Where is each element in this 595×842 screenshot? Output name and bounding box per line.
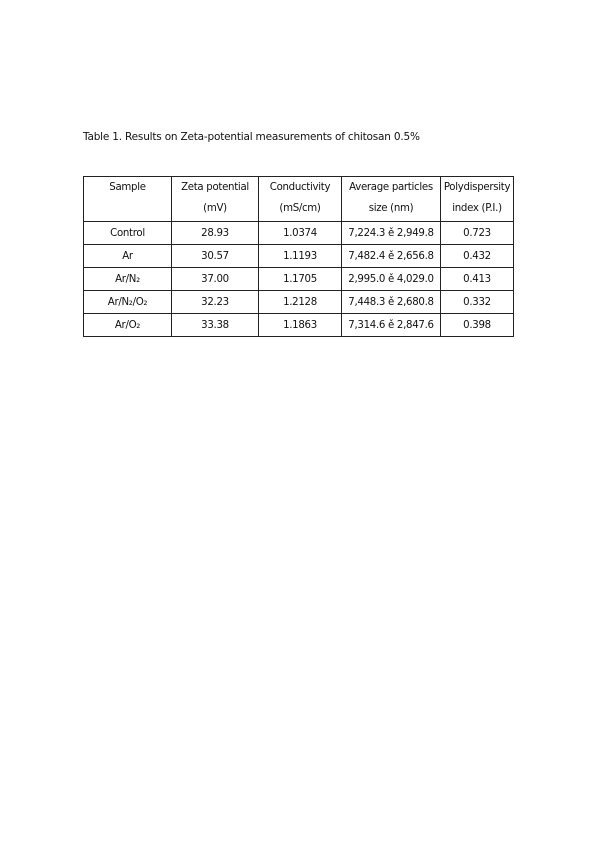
- cell-sample: Control: [84, 222, 172, 245]
- cell-size: 7,224.3 ě 2,949.8: [342, 222, 441, 245]
- cell-sample: Ar/O₂: [84, 314, 172, 337]
- cell-zeta: 28.93: [172, 222, 259, 245]
- table-caption: Table 1. Results on Zeta-potential measurements of chitosan 0.5%: [83, 131, 420, 143]
- cell-zeta: 30.57: [172, 245, 259, 268]
- cell-sample: Ar: [84, 245, 172, 268]
- cell-pdi: 0.432: [441, 245, 514, 268]
- table-header-row: [84, 177, 514, 222]
- cell-pdi: 0.398: [441, 314, 514, 337]
- cell-size: 7,314.6 ě 2,847.6: [342, 314, 441, 337]
- cell-conductivity: 1.1193: [259, 245, 342, 268]
- table-row: [84, 222, 514, 245]
- table-row: [84, 314, 514, 337]
- header-conductivity-line2: (mS/cm): [279, 203, 321, 214]
- header-pdi-line1: Polydispersity: [443, 182, 511, 193]
- cell-conductivity: 1.1863: [259, 314, 342, 337]
- header-size-line1: Average particles: [349, 182, 433, 193]
- header-zeta-line2: (mV): [203, 203, 227, 214]
- cell-size: 7,448.3 ě 2,680.8: [342, 291, 441, 314]
- header-pdi-line2: index (P.I.): [452, 203, 502, 214]
- cell-zeta: 32.23: [172, 291, 259, 314]
- header-polydispersity-index: [441, 177, 514, 222]
- cell-conductivity: 1.1705: [259, 268, 342, 291]
- cell-zeta: 37.00: [172, 268, 259, 291]
- header-sample-line1: Sample: [109, 182, 146, 193]
- header-sample: [84, 177, 172, 222]
- table-row: [84, 291, 514, 314]
- header-size-line2: size (nm): [368, 203, 414, 214]
- header-zeta-potential: [172, 177, 259, 222]
- header-average-particle-size: [342, 177, 441, 222]
- results-table: [83, 176, 514, 337]
- cell-pdi: 0.723: [441, 222, 514, 245]
- cell-pdi: 0.332: [441, 291, 514, 314]
- table-row: [84, 268, 514, 291]
- cell-zeta: 33.38: [172, 314, 259, 337]
- cell-conductivity: 1.2128: [259, 291, 342, 314]
- header-zeta-line1: Zeta potential: [181, 182, 249, 193]
- table-row: [84, 245, 514, 268]
- cell-size: 7,482.4 ě 2,656.8: [342, 245, 441, 268]
- cell-sample: Ar/N₂/O₂: [84, 291, 172, 314]
- cell-size: 2,995.0 ě 4,029.0: [342, 268, 441, 291]
- cell-pdi: 0.413: [441, 268, 514, 291]
- header-conductivity: [259, 177, 342, 222]
- header-conductivity-line1: Conductivity: [269, 182, 331, 193]
- cell-sample: Ar/N₂: [84, 268, 172, 291]
- cell-conductivity: 1.0374: [259, 222, 342, 245]
